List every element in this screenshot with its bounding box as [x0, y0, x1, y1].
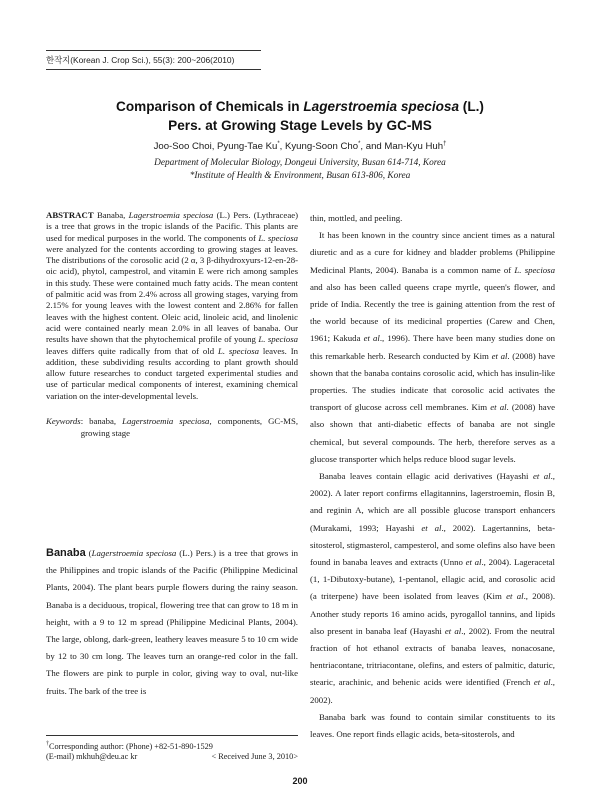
- footnote-mark: †: [46, 741, 49, 747]
- body-text: . (2008) have also shown that anti-diabetic effects of banaba are not single chemical, but several compounds. The herb, therefore serves as a glucose transporter which helps reduce blood sugar levels.: [310, 402, 556, 464]
- body-text: Banaba leaves contain ellagic acid derivatives (Hayashi: [319, 471, 533, 482]
- title-species: Lagerstroemia speciosa: [303, 99, 460, 114]
- body-species: L. speciosa: [514, 264, 555, 275]
- paragraph-continuation: thin, mottled, and peeling.: [310, 213, 403, 223]
- abstract: [46, 210, 298, 402]
- body-text: . (2008) have shown that the banaba contains corosolic acid, which has insulin-like properties. The studies indicate that corosolic acid activates the transport of glucose across cell membranes. Kim: [310, 350, 556, 413]
- body-text: ., 1996). There have been many studies done on this remarkable herb. Research conducted by Kim: [310, 333, 556, 361]
- footnote-phone: Corresponding author: (Phone) +82-51-890-1529: [49, 741, 213, 751]
- journal-header: [46, 50, 261, 70]
- keywords-label: Keywords: [46, 416, 81, 427]
- left-column: [46, 210, 298, 439]
- footnote-received: < Received June 3, 2010>: [211, 752, 298, 762]
- keywords-species: Lagerstroemia speciosa: [122, 416, 210, 427]
- intro-species: Lagerstroemia speciosa: [91, 548, 177, 558]
- author-list: [60, 141, 540, 152]
- body-et-al: et al: [421, 522, 442, 533]
- keywords-list: [81, 416, 298, 439]
- body-text: ., 2002). From the neutral fraction of hot ethanol extracts of banaba leaves, nonacosane, hentriacontane, tritriacontane, olefins, and esters of palmitic, daturic, stearic, arachinic, and behenic acids were identified (French: [310, 625, 556, 688]
- author-2: , Kyung-Soon Cho: [279, 141, 359, 153]
- body-et-al: et al: [490, 402, 507, 413]
- title-text-end: (L.): [459, 99, 484, 114]
- body-et-al: et al: [491, 350, 508, 361]
- body-text: ., 2002). Lagertannins, beta-sitosterol, stigmasterol, campesterol, and some olefins also have been found in banaba leaves and extracts (Unno: [310, 522, 556, 568]
- intro-text: (: [85, 548, 92, 558]
- keywords-text: , components, GC-MS, growing stage: [80, 416, 298, 438]
- corresponding-author: [46, 739, 298, 752]
- abstract-species: L. speciosa: [258, 232, 298, 243]
- header-rule-top: [46, 50, 261, 51]
- paragraph-leaf-chemistry: [310, 468, 555, 709]
- body-text: It has been known in the country since ancient times as a natural diuretic and as a cure for kidney and bladder problems (Philippine Medicinal Plants, 2004). Banaba is a common name of: [310, 230, 555, 275]
- affiliation-1: Department of Molecular Biology, Dongeui University, Busan 614-714, Korea: [154, 158, 446, 169]
- paragraph-bark: Banaba bark was found to contain similar constituents to its leaves. One report finds ellagic acids, beta-sitosterols, and: [310, 711, 555, 740]
- abstract-text: Banaba,: [93, 210, 129, 220]
- footnote-line-2: [46, 752, 298, 763]
- abstract-text: leaves. In addition, these subdividing results according to plant growth should allow future researches to conduct targeted experimental studies and use of particular medical components of interest, examining chemical variation on the inter-developmental levels.: [46, 345, 298, 401]
- author-2-mark: *: [358, 141, 361, 147]
- body-text: and also has been called queens crape myrtle, queen's flower, and pride of India. Recently the tree is gaining attention from the rest of the world because of its medicinal properties (Carew and Chen, 1961; Kakuda: [310, 281, 555, 344]
- title-block: [60, 97, 540, 182]
- keywords: [46, 416, 298, 439]
- footnote: [46, 735, 298, 763]
- right-column: [310, 210, 555, 743]
- body-et-al: et al: [532, 471, 551, 482]
- body-text: ., 2002). A later report confirms ellagitannins, lagerstroemin, flosin B, and reginin A, which are all possible glucose transport enhancers (Murakami, 1993; Hayashi: [310, 471, 555, 533]
- abstract-text: were analyzed for the contents according to growing stages at leaves. The distributions of the corosolic acid (2 α, 3 β-dihydroxyurs-12-en-28-oic acid), phytol, campestrol, and vitamin E were rich among samples in this study. These were contained much fatty acids. The mean content of palmitic acid was from 2.4% across all growing stages, varying from 2.15% for young leaves with the lowest content and 2.86% for fallen leaves with the highest content. Oleic acid, linoleic acid, and linolenic acid were contained nearly mean 2.0% in all leaves of banaba. Our results have shown that the phytochemical profile of young: [46, 243, 298, 345]
- abstract-text: (L.) Pers. (Lythraceae) is a tree that grows in the tropic islands of the Pacific. This plants are used for medical purposes in the world. The components of: [46, 210, 298, 243]
- intro-lead-word: Banaba: [46, 547, 86, 559]
- abstract-species: Lagerstroemia speciosa: [128, 210, 214, 220]
- title-line-2: Pers. at Growing Stage Levels by GC-MS: [168, 118, 432, 133]
- journal-citation: 한작지(Korean J. Crop Sci.), 55(3): 200~206(2010): [46, 55, 235, 65]
- header-rule-bottom: [46, 69, 261, 70]
- body-et-al: et al: [506, 591, 524, 602]
- body-et-al: et al: [533, 677, 551, 688]
- author-3: , and Man-Kyu Huh: [360, 141, 444, 153]
- title-text: Comparison of Chemicals in: [116, 99, 304, 114]
- body-et-al: et al: [465, 557, 482, 568]
- author-3-mark: †: [443, 141, 447, 147]
- body-text: ., 2002).: [310, 677, 556, 705]
- author-1: Joo-Soo Choi, Pyung-Tae Ku: [153, 141, 278, 153]
- body-et-al: et al: [444, 625, 462, 636]
- page-number: 200: [292, 776, 308, 786]
- keywords-text: : banaba,: [80, 416, 123, 427]
- abstract-species: L. speciosa: [258, 334, 298, 345]
- introduction: [46, 545, 298, 700]
- paragraph-medicinal-use: [310, 227, 555, 468]
- footnote-rule: [46, 735, 298, 736]
- intro-text: (L.) Pers.) is a tree that grows in the Philippines and tropic islands of the Pacific (Philippine Medicinal Plants, 2004). The plant bears purple flowers during the rainy season. Banaba is a deciduous, tropical, flowering tree that can grow to 18 m in height, with a 9 to 12 m spread (Philippine Medicinal Plants, 2004). The large, oblong, dark-green, leathery leaves measure 5 to 10 cm wide by 12 to 30 cm long. The leaves turn an orange-red color in the fall. The flowers are pink to purple in color, giving way to oval, nut-like fruits. The bark of the tree is: [46, 548, 299, 696]
- affiliations: [60, 157, 540, 182]
- paper-title: [60, 97, 540, 135]
- affiliation-2: *Institute of Health & Environment, Busan 613-806, Korea: [189, 170, 411, 181]
- abstract-text: leaves differs quite radically from that of old: [46, 345, 218, 356]
- abstract-species: L. speciosa: [217, 345, 259, 356]
- body-text: ., 2004). Lageracetal (1, 1-Dibutoxy-butane), 1-pentanol, ellagic acid, and corosolic acid (a triterpene) have been isolated from leaves (Kim: [310, 557, 555, 602]
- author-1-mark: *: [277, 141, 280, 147]
- abstract-label: ABSTRACT: [46, 210, 94, 220]
- footnote-email: (E-mail) mkhuh@deu.ac kr: [46, 752, 138, 762]
- body-et-al: et al: [363, 333, 380, 344]
- body-text: ., 2008). Another study reports 16 amino acids, pyrogallol tannins, and lipids also present in banaba leaf (Hayashi: [310, 591, 556, 636]
